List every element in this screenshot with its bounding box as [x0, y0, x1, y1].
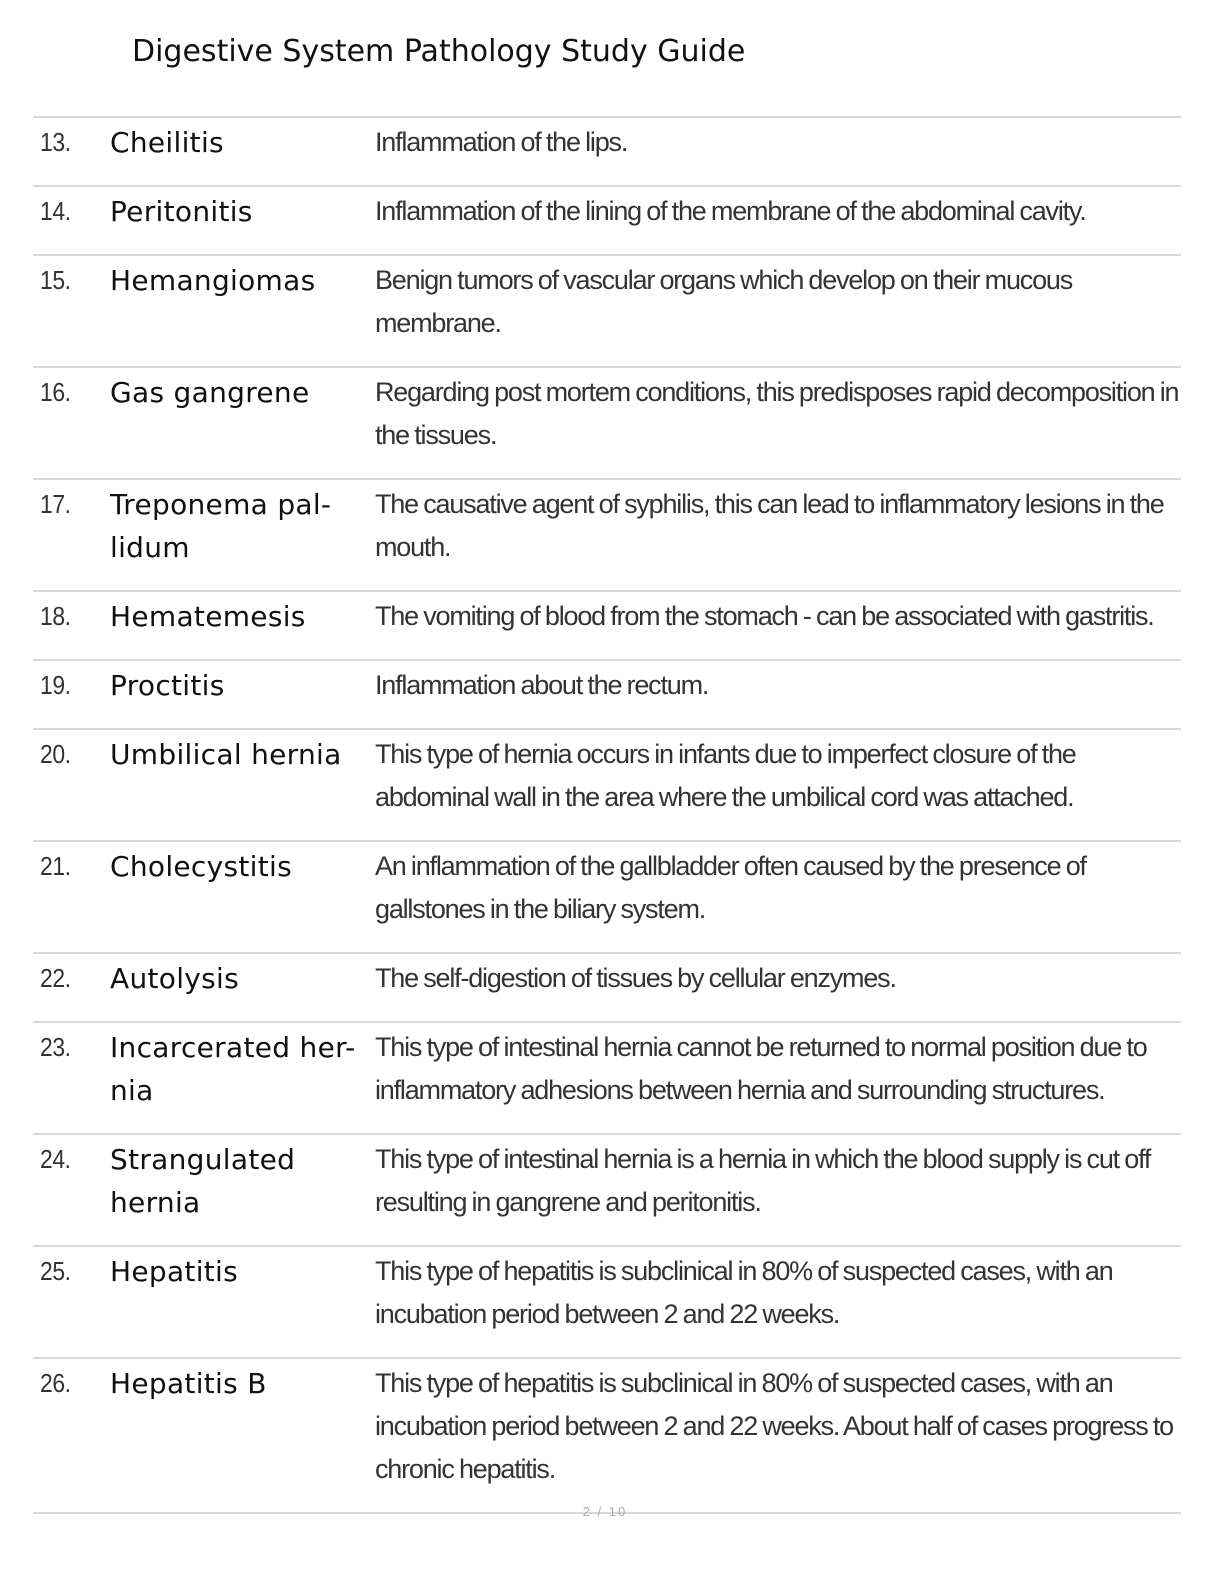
entry-number: 16. — [40, 377, 71, 407]
entry-term: Peritonitis — [110, 195, 253, 228]
table-row — [33, 1246, 1181, 1358]
table-row — [33, 479, 1181, 591]
table-row — [33, 1022, 1181, 1134]
entry-term: Hematemesis — [110, 600, 306, 633]
entry-definition: The vomiting of blood from the stomach - can be associated with gastritis. — [375, 601, 1154, 631]
table-row — [33, 591, 1181, 660]
entry-number: 24. — [40, 1144, 71, 1174]
table-row — [33, 953, 1181, 1022]
entry-definition: This type of intestinal hernia cannot be returned to normal position due to inflammatory adhesions between hernia and surrounding structures. — [375, 1032, 1147, 1105]
entry-number: 17. — [40, 489, 71, 519]
entry-term: Incarcerated her-nia — [110, 1031, 356, 1107]
entry-definition: Regarding post mortem conditions, this predisposes rapid decomposition in the tissues. — [375, 377, 1179, 450]
entry-term: Hepatitis — [110, 1255, 239, 1288]
table-row — [33, 367, 1181, 479]
entry-number: 21. — [40, 851, 71, 881]
entry-number: 14. — [40, 196, 71, 226]
entry-number: 13. — [40, 127, 71, 157]
entry-number: 25. — [40, 1256, 71, 1286]
entry-definition: This type of intestinal hernia is a hernia in which the blood supply is cut off resulting in gangrene and peritonitis. — [375, 1144, 1151, 1217]
entry-definition: This type of hepatitis is subclinical in 80% of suspected cases, with an incubation period between 2 and 22 weeks. — [375, 1256, 1113, 1329]
entry-definition: This type of hernia occurs in infants due to imperfect closure of the abdominal wall in the area where the umbilical cord was attached. — [375, 739, 1076, 812]
entry-definition: Benign tumors of vascular organs which develop on their mucous membrane. — [375, 265, 1073, 338]
entry-number: 15. — [40, 265, 71, 295]
table-row — [33, 841, 1181, 953]
entry-number: 26. — [40, 1368, 71, 1398]
entry-term: Treponema pal-lidum — [110, 488, 332, 564]
entry-definition: This type of hepatitis is subclinical in 80% of suspected cases, with an incubation period between 2 and 22 weeks. About half of cases progress to chronic hepatitis. — [375, 1368, 1173, 1484]
entry-definition: The causative agent of syphilis, this can lead to inflammatory lesions in the mouth. — [375, 489, 1164, 562]
entry-definition: Inflammation of the lining of the membrane of the abdominal cavity. — [375, 196, 1086, 226]
entry-definition: Inflammation of the lips. — [375, 127, 628, 157]
entry-term: Strangulated hernia — [110, 1143, 296, 1219]
table-row — [33, 660, 1181, 729]
table-row — [33, 117, 1181, 186]
entry-term: Umbilical hernia — [110, 738, 342, 771]
entry-term: Hemangiomas — [110, 264, 316, 297]
table-row — [33, 186, 1181, 255]
entry-number: 19. — [40, 670, 71, 700]
term-table-body — [33, 117, 1181, 1513]
table-row — [33, 1358, 1181, 1513]
table-row — [33, 729, 1181, 841]
entry-definition: An inflammation of the gallbladder often caused by the presence of gallstones in the biliary system. — [375, 851, 1086, 924]
entry-term: Autolysis — [110, 962, 240, 995]
page-number: 2 / 10 — [582, 1504, 628, 1519]
entry-definition: Inflammation about the rectum. — [375, 670, 709, 700]
table-row — [33, 255, 1181, 367]
entry-number: 18. — [40, 601, 71, 631]
term-table — [33, 116, 1181, 1514]
entry-term: Proctitis — [110, 669, 225, 702]
page-title: Digestive System Pathology Study Guide — [132, 34, 746, 69]
entry-number: 22. — [40, 963, 71, 993]
entry-term: Hepatitis B — [110, 1367, 267, 1400]
table-row — [33, 1134, 1181, 1246]
entry-number: 23. — [40, 1032, 71, 1062]
entry-definition: The self-digestion of tissues by cellular enzymes. — [375, 963, 896, 993]
entry-term: Cholecystitis — [110, 850, 292, 883]
entry-term: Gas gangrene — [110, 376, 310, 409]
entry-term: Cheilitis — [110, 126, 224, 159]
entry-number: 20. — [40, 739, 71, 769]
